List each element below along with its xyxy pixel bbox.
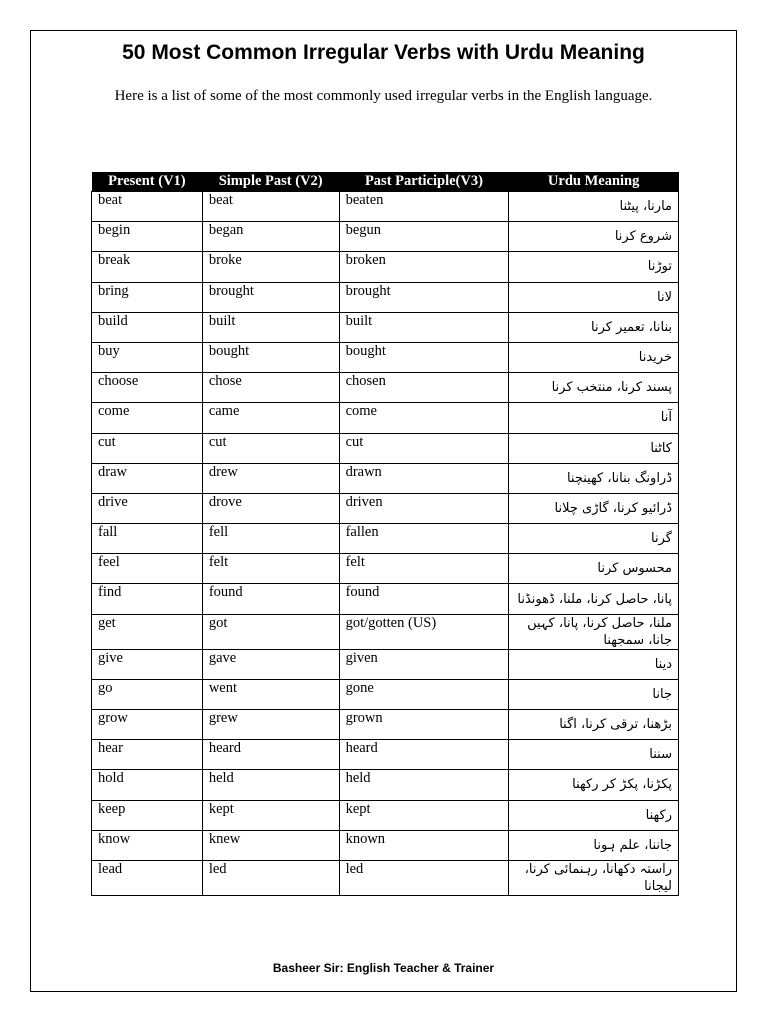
cell-urdu-meaning: بنانا، تعمیر کرنا <box>509 312 679 342</box>
cell-simple-past: heard <box>202 740 339 770</box>
cell-present: come <box>92 403 203 433</box>
cell-simple-past: beat <box>202 192 339 222</box>
table-row <box>92 554 679 584</box>
cell-urdu-meaning: پسند کرنا، منتخب کرنا <box>509 373 679 403</box>
table-row <box>92 342 679 372</box>
cell-simple-past: fell <box>202 524 339 554</box>
cell-simple-past: drove <box>202 493 339 523</box>
cell-present: grow <box>92 710 203 740</box>
cell-simple-past: chose <box>202 373 339 403</box>
cell-urdu-meaning: دینا <box>509 649 679 679</box>
cell-present: break <box>92 252 203 282</box>
cell-simple-past: kept <box>202 800 339 830</box>
cell-present: drive <box>92 493 203 523</box>
cell-urdu-meaning: خریدنا <box>509 342 679 372</box>
cell-simple-past: came <box>202 403 339 433</box>
header-simple-past: Simple Past (V2) <box>202 172 339 192</box>
table-row <box>92 282 679 312</box>
cell-past-participle: known <box>339 830 509 860</box>
table-row <box>92 710 679 740</box>
cell-past-participle: beaten <box>339 192 509 222</box>
cell-present: choose <box>92 373 203 403</box>
cell-present: get <box>92 614 203 649</box>
document-page <box>30 30 737 992</box>
cell-past-participle: built <box>339 312 509 342</box>
cell-simple-past: knew <box>202 830 339 860</box>
cell-past-participle: held <box>339 770 509 800</box>
cell-urdu-meaning: لانا <box>509 282 679 312</box>
cell-urdu-meaning: کاٹنا <box>509 433 679 463</box>
document-subtitle: Here is a list of some of the most commonly used irregular verbs in the English language. <box>114 88 653 104</box>
cell-simple-past: cut <box>202 433 339 463</box>
cell-simple-past: began <box>202 222 339 252</box>
cell-past-participle: come <box>339 403 509 433</box>
cell-simple-past: felt <box>202 554 339 584</box>
cell-simple-past: broke <box>202 252 339 282</box>
cell-past-participle: cut <box>339 433 509 463</box>
cell-urdu-meaning: مارنا، پیٹنا <box>509 192 679 222</box>
cell-present: hold <box>92 770 203 800</box>
table-row <box>92 252 679 282</box>
table-row <box>92 312 679 342</box>
table-row <box>92 222 679 252</box>
cell-present: fall <box>92 524 203 554</box>
cell-past-participle: given <box>339 649 509 679</box>
cell-simple-past: bought <box>202 342 339 372</box>
table-row <box>92 373 679 403</box>
cell-simple-past: drew <box>202 463 339 493</box>
table-row <box>92 403 679 433</box>
table-row <box>92 584 679 614</box>
cell-present: begin <box>92 222 203 252</box>
cell-present: draw <box>92 463 203 493</box>
cell-urdu-meaning: گرنا <box>509 524 679 554</box>
verbs-table <box>91 172 679 896</box>
cell-past-participle: begun <box>339 222 509 252</box>
header-past-participle: Past Participle(V3) <box>339 172 509 192</box>
header-present: Present (V1) <box>92 172 203 192</box>
cell-present: keep <box>92 800 203 830</box>
table-row <box>92 493 679 523</box>
cell-past-participle: grown <box>339 710 509 740</box>
cell-simple-past: held <box>202 770 339 800</box>
cell-simple-past: led <box>202 860 339 895</box>
cell-past-participle: broken <box>339 252 509 282</box>
table-body <box>92 192 679 896</box>
cell-simple-past: got <box>202 614 339 649</box>
cell-urdu-meaning: پکڑنا، پکڑ کر رکھنا <box>509 770 679 800</box>
cell-urdu-meaning: ڈراونگ بنانا، کھینچنا <box>509 463 679 493</box>
cell-present: hear <box>92 740 203 770</box>
cell-urdu-meaning: محسوس کرنا <box>509 554 679 584</box>
cell-past-participle: chosen <box>339 373 509 403</box>
cell-present: lead <box>92 860 203 895</box>
cell-simple-past: brought <box>202 282 339 312</box>
cell-urdu-meaning: راستہ دکھانا، رہنمائی کرنا، لیجانا <box>509 860 679 895</box>
cell-past-participle: brought <box>339 282 509 312</box>
cell-urdu-meaning: پانا، حاصل کرنا، ملنا، ڈھونڈنا <box>509 584 679 614</box>
cell-present: bring <box>92 282 203 312</box>
cell-urdu-meaning: جاننا، علم ہونا <box>509 830 679 860</box>
cell-simple-past: grew <box>202 710 339 740</box>
table-row <box>92 649 679 679</box>
cell-present: beat <box>92 192 203 222</box>
cell-present: feel <box>92 554 203 584</box>
cell-present: find <box>92 584 203 614</box>
cell-simple-past: built <box>202 312 339 342</box>
cell-past-participle: felt <box>339 554 509 584</box>
cell-past-participle: driven <box>339 493 509 523</box>
cell-past-participle: drawn <box>339 463 509 493</box>
cell-urdu-meaning: ڈرائیو کرنا، گاڑی چلانا <box>509 493 679 523</box>
cell-present: give <box>92 649 203 679</box>
document-title: 50 Most Common Irregular Verbs with Urdu Meaning <box>122 41 645 64</box>
cell-present: cut <box>92 433 203 463</box>
cell-simple-past: went <box>202 679 339 709</box>
cell-simple-past: gave <box>202 649 339 679</box>
cell-simple-past: found <box>202 584 339 614</box>
table-row <box>92 192 679 222</box>
table-row <box>92 679 679 709</box>
cell-past-participle: fallen <box>339 524 509 554</box>
cell-urdu-meaning: ملنا، حاصل کرنا، پانا، کہیں جانا، سمجھنا <box>509 614 679 649</box>
cell-present: go <box>92 679 203 709</box>
header-urdu-meaning: Urdu Meaning <box>509 172 679 192</box>
table-row <box>92 463 679 493</box>
table-row <box>92 860 679 895</box>
cell-urdu-meaning: سننا <box>509 740 679 770</box>
table-row <box>92 740 679 770</box>
table-row <box>92 800 679 830</box>
table-row <box>92 770 679 800</box>
cell-urdu-meaning: بڑھنا، ترقی کرنا، اگنا <box>509 710 679 740</box>
cell-past-participle: gone <box>339 679 509 709</box>
table-row <box>92 524 679 554</box>
cell-urdu-meaning: شروع کرنا <box>509 222 679 252</box>
cell-present: buy <box>92 342 203 372</box>
cell-urdu-meaning: جانا <box>509 679 679 709</box>
table-row <box>92 433 679 463</box>
cell-past-participle: found <box>339 584 509 614</box>
cell-past-participle: kept <box>339 800 509 830</box>
cell-urdu-meaning: آنا <box>509 403 679 433</box>
cell-past-participle: led <box>339 860 509 895</box>
table-row <box>92 614 679 649</box>
cell-past-participle: bought <box>339 342 509 372</box>
cell-present: know <box>92 830 203 860</box>
cell-present: build <box>92 312 203 342</box>
cell-past-participle: heard <box>339 740 509 770</box>
cell-past-participle: got/gotten (US) <box>339 614 509 649</box>
cell-urdu-meaning: رکھنا <box>509 800 679 830</box>
cell-urdu-meaning: توڑنا <box>509 252 679 282</box>
table-header <box>92 172 679 192</box>
document-footer: Basheer Sir: English Teacher & Trainer <box>272 961 495 975</box>
table-row <box>92 830 679 860</box>
header-row <box>92 172 679 192</box>
